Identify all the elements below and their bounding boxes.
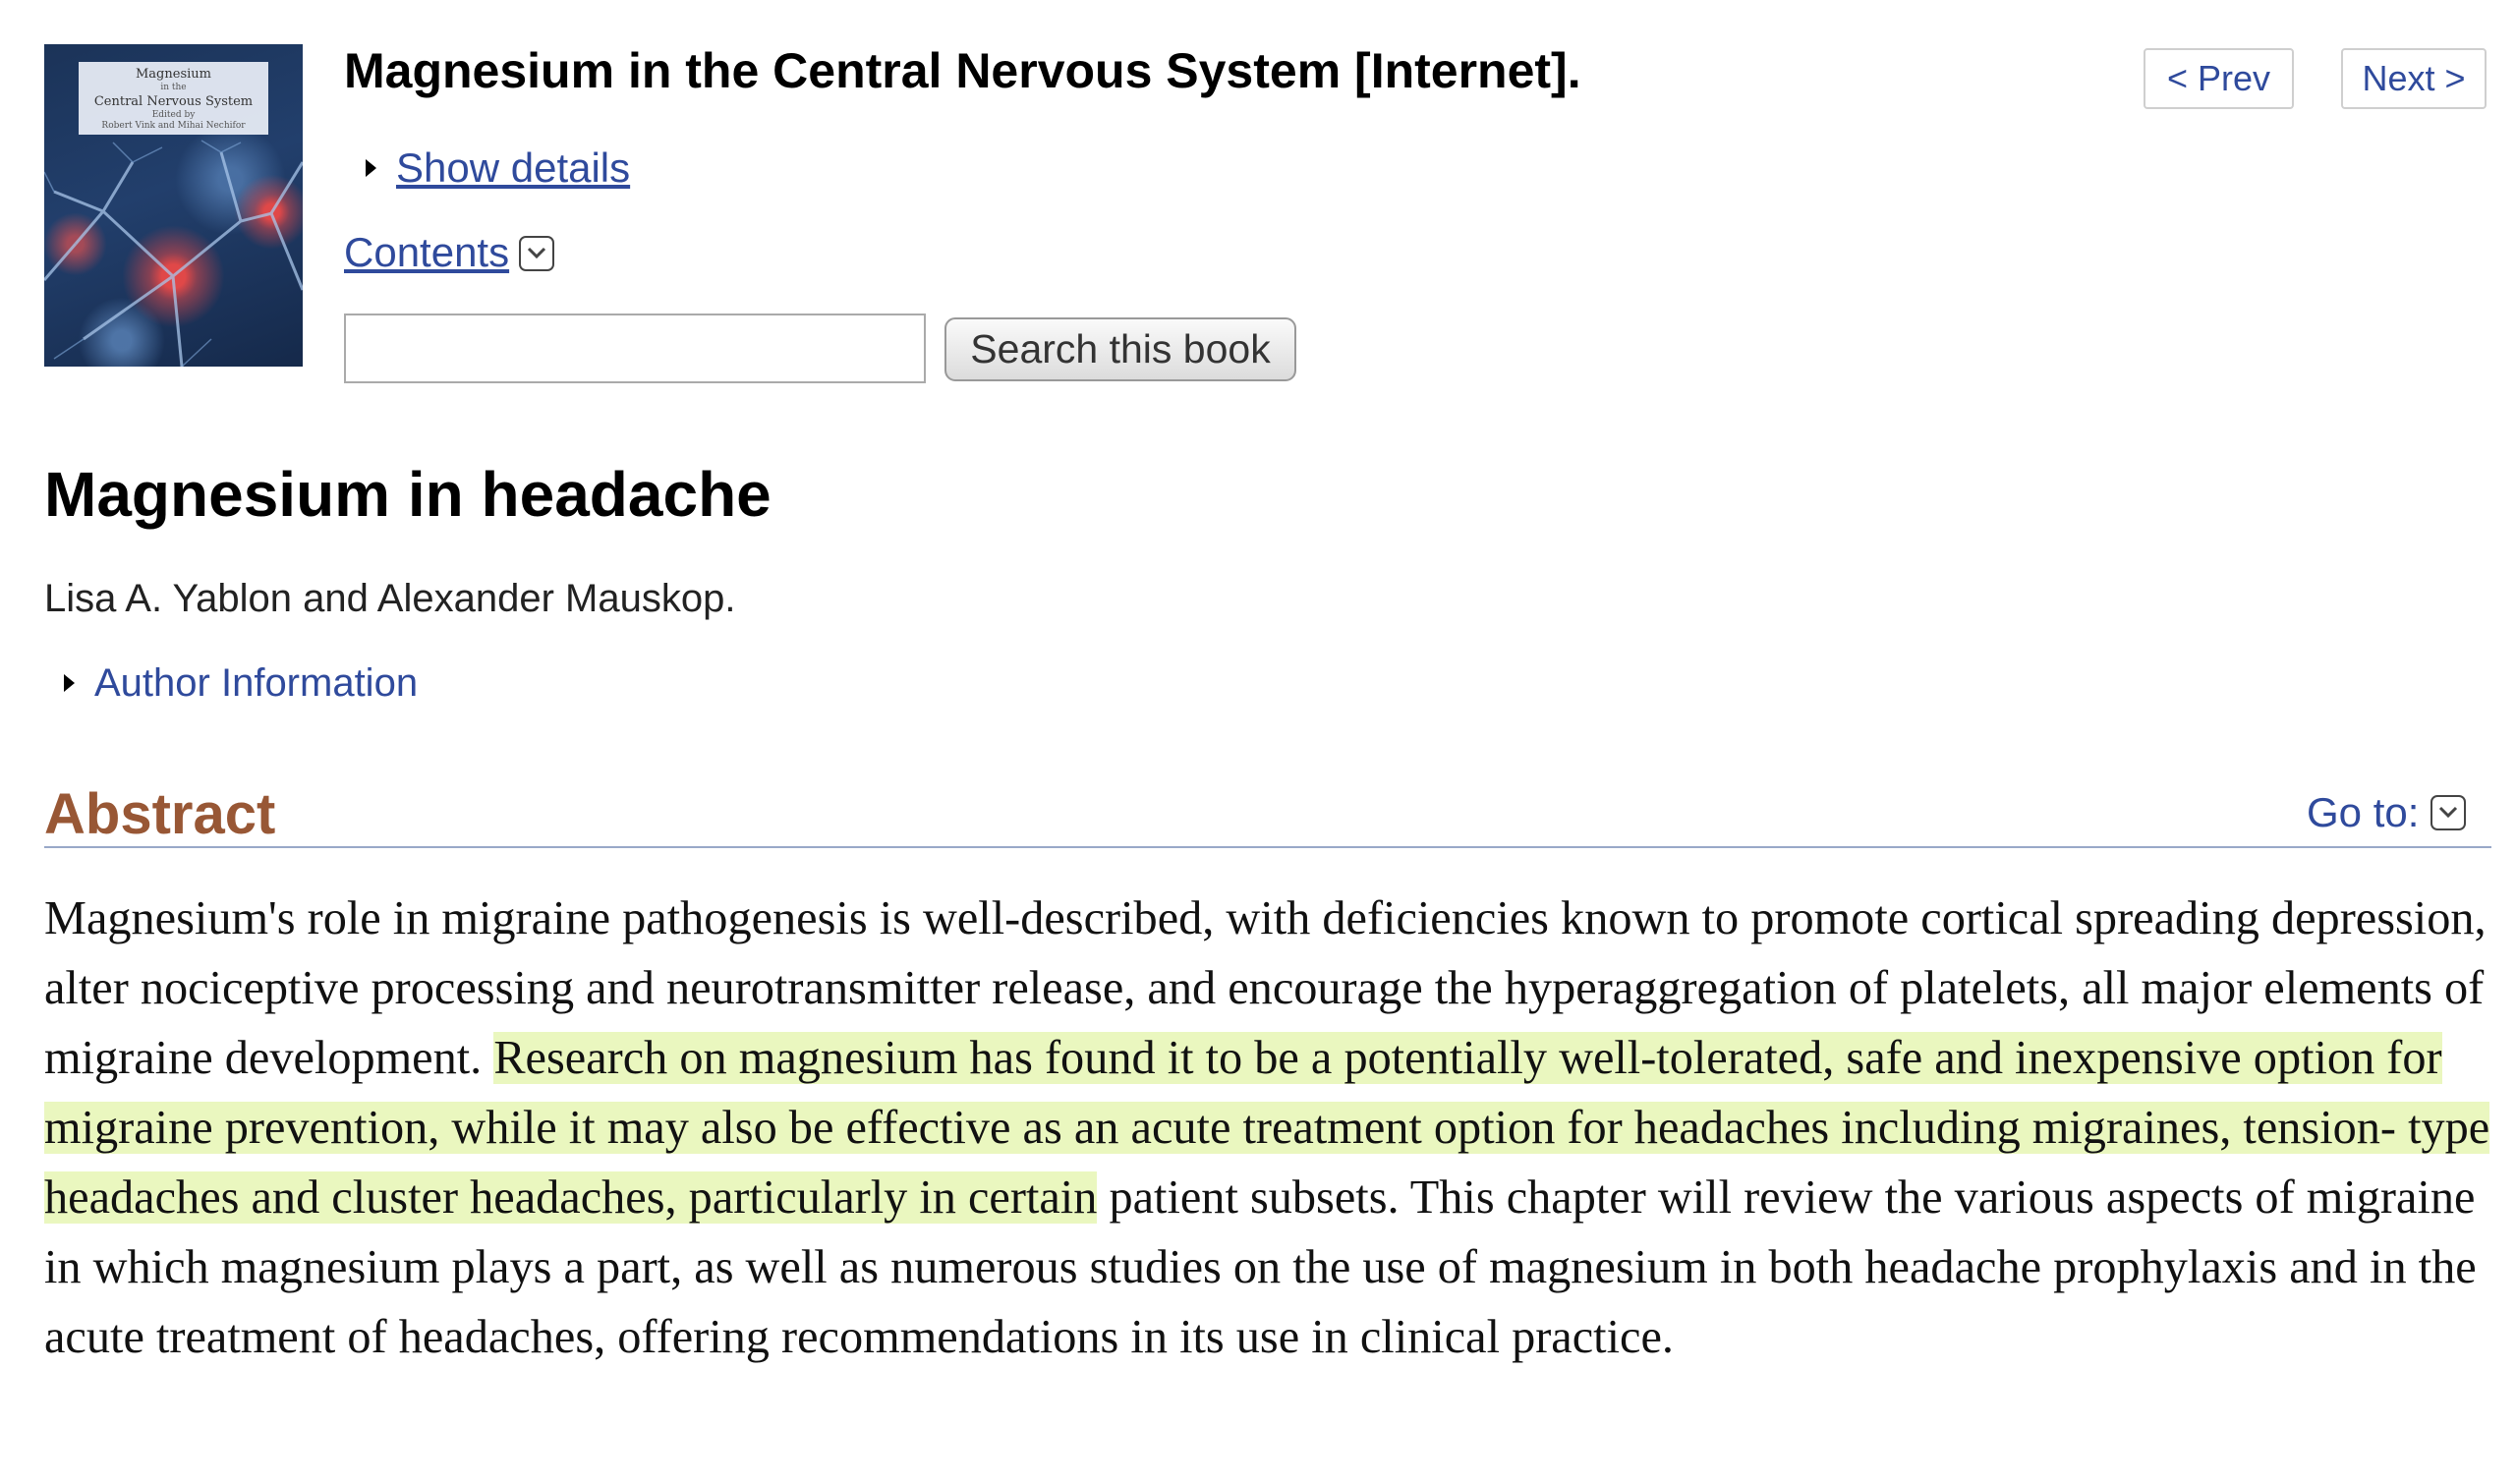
book-cover-image[interactable] [44,44,303,367]
chapter-title: Magnesium in headache [44,459,772,530]
prev-button[interactable]: < Prev [2144,48,2294,109]
triangle-right-icon [366,159,376,177]
author-information-label[interactable]: Author Information [94,661,419,705]
search-book-input[interactable] [344,314,926,383]
author-list: Lisa A. Yablon and Alexander Mauskop. [44,577,736,620]
cover-title-line: in the [160,83,187,92]
chevron-down-icon[interactable] [519,236,554,271]
cover-editors-label: Edited by [151,110,196,120]
abstract-text-after: patient subsets. This chapter will review the various aspects of migraine in which magnesium plays a part, as well as numerous studies on the use of magnesium in both headache prophylaxis and in the acute treatment of headaches, offering recommendations in its use in clinical practice. [44,1171,2477,1363]
abstract-text-highlighted: Research on magnesium has found it to be a potentially well-tolerated, safe and inexpensive option for migraine prevention, while it may also be effective as an acute treatment option for headaches including migraines, tension- type headaches and cluster headaches, particularly in certain [44,1032,2490,1224]
contents-menu[interactable] [344,228,554,277]
cover-title-line: Central Nervous System [93,94,254,109]
abstract-body [44,884,2501,1372]
book-title: Magnesium in the Central Nervous System [Internet]. [344,43,1581,98]
cover-title-line: Magnesium [136,67,211,82]
abstract-heading: Abstract [44,782,276,846]
search-book-button[interactable]: Search this book [944,317,1296,381]
chevron-down-icon[interactable] [2430,795,2466,830]
cover-title-block [79,62,268,135]
section-divider [44,846,2491,848]
show-details-link[interactable]: Show details [396,144,631,191]
abstract-text-before: Magnesium's role in migraine pathogenesis is well-described, with deficiencies known to promote cortical spreading depression, alter nociceptive processing and neurotransmitter release, and encourage the hyperaggregation of platelets, all major elements of migraine development. [44,892,2487,1084]
triangle-right-icon [64,674,75,692]
goto-menu[interactable] [2307,786,2466,839]
next-button[interactable]: Next > [2341,48,2487,109]
contents-link[interactable]: Contents [344,229,510,275]
goto-label[interactable]: Go to: [2307,789,2420,835]
cover-editors: Robert Vink and Mihai Nechifor [101,121,246,131]
